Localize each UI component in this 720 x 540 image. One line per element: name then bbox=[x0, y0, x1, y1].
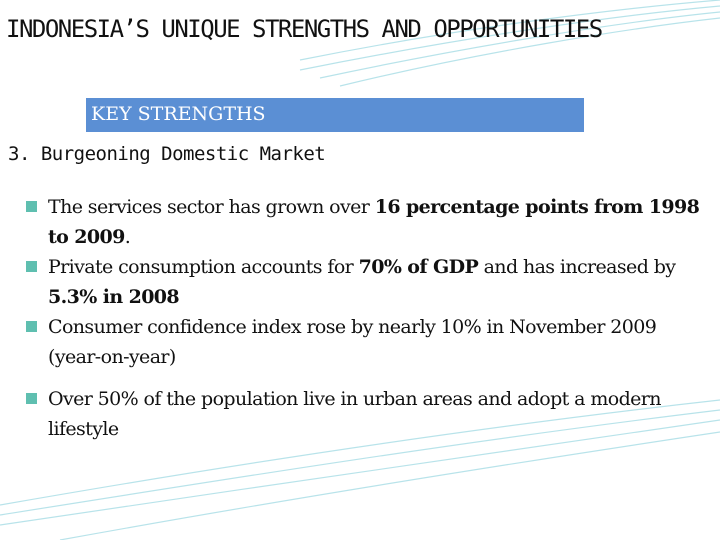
key-strengths-banner bbox=[86, 98, 584, 132]
bullet-text: Consumer confidence index rose by nearly 10% in November 2009 (year-on-year) bbox=[48, 316, 657, 368]
bullet-emphasis: 5.3% in 2008 bbox=[48, 286, 180, 308]
bullet-emphasis: 16 percentage points from 1998 to 2009 bbox=[48, 196, 700, 248]
bullet-item bbox=[24, 252, 714, 312]
bullet-text: and has increased by bbox=[478, 256, 676, 278]
bullet-square-icon bbox=[26, 261, 37, 272]
bullet-list bbox=[24, 192, 714, 444]
bullet-text: Over 50% of the population live in urban areas and adopt a modern lifestyle bbox=[48, 388, 661, 440]
bullet-text: . bbox=[124, 226, 131, 248]
bullet-text: The services sector has grown over bbox=[48, 196, 375, 218]
bullet-square-icon bbox=[26, 321, 37, 332]
banner-label: KEY STRENGTHS bbox=[91, 103, 266, 125]
bullet-text: Private consumption accounts for bbox=[48, 256, 359, 278]
section-heading: 3. Burgeoning Domestic Market bbox=[8, 143, 326, 165]
bullet-square-icon bbox=[26, 201, 37, 212]
slide-title: INDONESIA’S UNIQUE STRENGTHS AND OPPORTUNITIES bbox=[6, 15, 602, 43]
bullet-item bbox=[24, 312, 714, 372]
bullet-square-icon bbox=[26, 393, 37, 404]
bullet-item bbox=[24, 192, 714, 252]
bullet-emphasis: 70% of GDP bbox=[358, 256, 479, 278]
bullet-item bbox=[24, 384, 714, 444]
